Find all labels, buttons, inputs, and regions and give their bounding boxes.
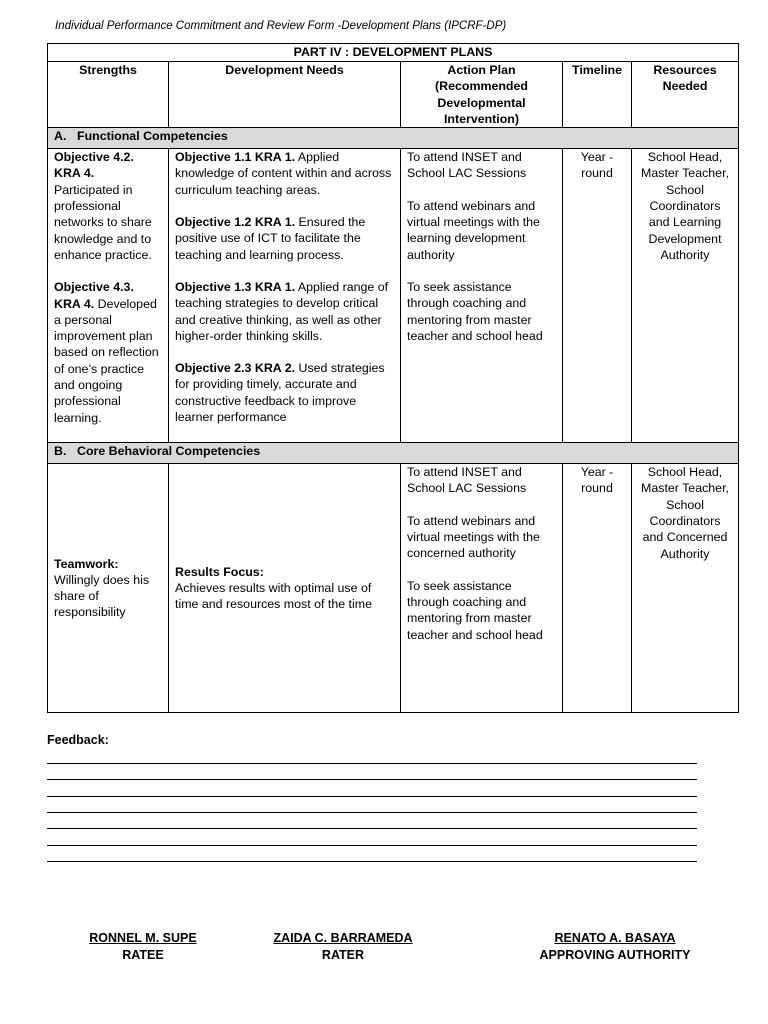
action-plan-cell — [401, 464, 563, 713]
column-header-resources: Resources Needed — [632, 62, 739, 128]
signatory-rater — [262, 930, 424, 964]
signatory-approving-authority — [535, 930, 695, 964]
table-title-row — [48, 44, 739, 62]
need-objective: Objective 1.2 KRA 1. — [175, 215, 296, 230]
action-plan-cell — [401, 149, 563, 443]
need-objective: Objective 1.1 KRA 1. — [175, 150, 296, 165]
need-objective: Objective 2.3 KRA 2. — [175, 361, 296, 376]
feedback-line[interactable] — [47, 861, 697, 862]
need-item — [175, 149, 394, 198]
feedback-line[interactable] — [47, 845, 697, 846]
feedback-label: Feedback: — [47, 733, 109, 747]
section-functional-row — [48, 128, 739, 149]
table-title: PART IV : DEVELOPMENT PLANS — [48, 44, 739, 62]
need-text: Achieves results with optimal use of time and resources most of the time — [175, 581, 372, 612]
timeline-cell: Year - round — [563, 464, 632, 713]
rater-role: RATER — [321, 948, 365, 962]
action-item: To attend INSET and School LAC Sessions — [407, 465, 527, 496]
need-item — [175, 360, 394, 425]
action-item: To attend webinars and virtual meetings with the concerned authority — [407, 513, 540, 561]
need-objective: Objective 1.3 KRA 1. — [175, 279, 296, 294]
column-header-strengths: Strengths — [48, 62, 169, 128]
action-item: To seek assistance through coaching and mentoring from master teacher and school head — [407, 578, 543, 642]
feedback-line[interactable] — [47, 812, 697, 813]
column-header-timeline: Timeline — [563, 62, 632, 128]
feedback-line[interactable] — [47, 796, 697, 797]
document-header: Individual Performance Commitment and Review Form -Development Plans (IPCRF-DP) — [55, 20, 507, 32]
action-item: To attend webinars and virtual meetings with the learning development authority — [407, 198, 540, 262]
need-text: Used strategies for providing timely, accurate and constructive feedback to improve learner performance — [175, 361, 385, 425]
feedback-line[interactable] — [47, 828, 697, 829]
section-letter: A. — [54, 129, 67, 144]
need-item — [175, 214, 394, 263]
functional-competencies-row — [48, 149, 739, 443]
column-header-action-plan: Action Plan (Recommended Developmental Intervention) — [401, 62, 563, 128]
need-item — [175, 279, 394, 344]
timeline-cell: Year - round — [563, 149, 632, 443]
section-letter: B. — [54, 444, 67, 459]
column-header-row — [48, 62, 739, 128]
strength-item — [54, 149, 162, 263]
need-text: Ensured the positive use of ICT to facilitate the teaching and learning process. — [175, 215, 366, 262]
section-title: Core Behavioral Competencies — [77, 444, 261, 459]
strength-item — [54, 279, 162, 426]
ratee-role: RATEE — [122, 948, 164, 962]
section-title: Functional Competencies — [77, 129, 228, 144]
section-functional-heading — [48, 128, 739, 149]
need-text: Applied range of teaching strategies to develop critical and creative thinking, as well as other higher-order thinking skills. — [175, 279, 389, 343]
need-competency: Results Focus: — [175, 564, 264, 579]
resources-cell: School Head, Master Teacher, School Coordinators and Concerned Authority — [632, 464, 739, 713]
need-text: Applied knowledge of content within and across curriculum teaching areas. — [175, 150, 392, 197]
approver-role: APPROVING AUTHORITY — [539, 948, 691, 962]
strength-text: Participated in professional networks to share knowledge and to enhance practice. — [54, 182, 152, 262]
strength-text: Developed a personal improvement plan based on reflection of one’s practice and ongoing professional learning. — [54, 296, 159, 425]
development-needs-cell — [169, 464, 401, 713]
resources-cell: School Head, Master Teacher, School Coordinators and Learning Development Authority — [632, 149, 739, 443]
section-core-heading — [48, 443, 739, 464]
development-needs-cell — [169, 149, 401, 443]
rater-name: ZAIDA C. BARRAMEDA — [273, 931, 413, 945]
action-item: To attend INSET and School LAC Sessions — [407, 150, 527, 181]
strength-objective: Objective 4.3. KRA 4. — [54, 280, 134, 311]
feedback-line[interactable] — [47, 779, 697, 780]
strengths-cell — [48, 149, 169, 443]
column-header-development-needs: Development Needs — [169, 62, 401, 128]
strengths-cell — [48, 464, 169, 713]
ratee-name: RONNEL M. SUPE — [89, 931, 197, 945]
feedback-line[interactable] — [47, 763, 697, 764]
signatory-ratee — [73, 930, 213, 964]
strength-competency: Teamwork: — [54, 556, 119, 571]
strength-objective: Objective 4.2. KRA 4. — [54, 150, 134, 181]
approver-name: RENATO A. BASAYA — [554, 931, 676, 945]
section-core-row — [48, 443, 739, 464]
strength-text: Willingly does his share of responsibility — [54, 572, 150, 620]
core-competencies-row — [48, 464, 739, 713]
development-plan-table — [47, 43, 739, 713]
action-item: To seek assistance through coaching and mentoring from master teacher and school head — [407, 279, 543, 343]
